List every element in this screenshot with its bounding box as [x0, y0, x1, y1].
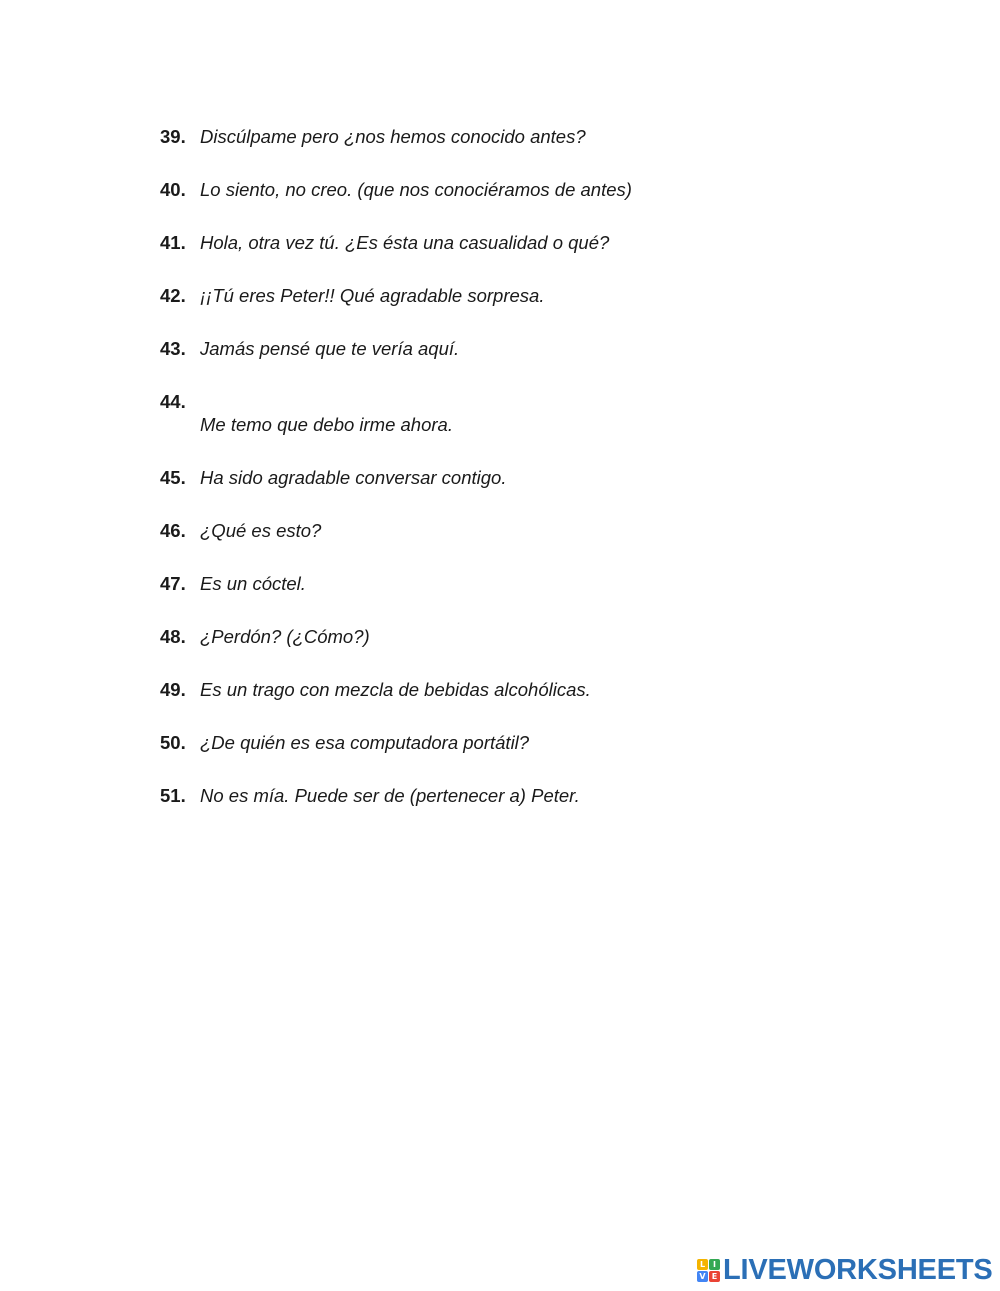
item-number: 45.: [160, 467, 186, 488]
list-item: [160, 467, 920, 489]
item-text: ¿Qué es esto?: [200, 520, 322, 541]
list-item: [160, 338, 920, 360]
logo-mark-tile: I: [709, 1259, 720, 1270]
item-number: 40.: [160, 179, 186, 200]
item-text: ¿De quién es esa computadora portátil?: [200, 732, 530, 753]
list-item: [160, 520, 920, 542]
list-item: [160, 732, 920, 754]
list-item: [160, 679, 920, 701]
item-text: Discúlpame pero ¿nos hemos conocido antes?: [200, 126, 586, 147]
item-text: Es un cóctel.: [200, 573, 306, 594]
list-item: [160, 285, 920, 307]
item-text: Ha sido agradable conversar contigo.: [200, 467, 507, 488]
item-number: 46.: [160, 520, 186, 541]
list-item: [160, 573, 920, 595]
item-number: 49.: [160, 679, 186, 700]
item-text: Jamás pensé que te vería aquí.: [200, 338, 460, 359]
item-text: Es un trago con mezcla de bebidas alcohólicas.: [200, 679, 591, 700]
logo-mark-tile: E: [709, 1271, 720, 1282]
exercise-list: [160, 126, 920, 838]
item-text: Lo siento, no creo. (que nos conociéramos de antes): [200, 179, 632, 200]
list-item: [160, 626, 920, 648]
item-number: 39.: [160, 126, 186, 147]
item-number: 44.: [160, 391, 186, 412]
list-item: [160, 232, 920, 254]
item-text: ¡¡Tú eres Peter!! Qué agradable sorpresa.: [200, 285, 545, 306]
item-text: Me temo que debo irme ahora.: [200, 414, 453, 435]
logo-mark-tile: V: [697, 1271, 708, 1282]
liveworksheets-logo: [697, 1254, 993, 1286]
item-text: Hola, otra vez tú. ¿Es ésta una casualidad o qué?: [200, 232, 610, 253]
item-number: 41.: [160, 232, 186, 253]
item-text: ¿Perdón? (¿Cómo?): [200, 626, 370, 647]
list-item: [160, 785, 920, 807]
logo-mark-tile: L: [697, 1259, 708, 1270]
item-number: 50.: [160, 732, 186, 753]
item-number: 42.: [160, 285, 186, 306]
logo-wordmark: LIVEWORKSHEETS: [723, 1254, 993, 1286]
list-item: [160, 126, 920, 148]
item-number: 47.: [160, 573, 186, 594]
item-text: No es mía. Puede ser de (pertenecer a) Peter.: [200, 785, 580, 806]
item-number: 43.: [160, 338, 186, 359]
list-item: [160, 179, 920, 201]
logo-mark-icon: [697, 1259, 720, 1282]
list-item: [160, 391, 920, 436]
item-number: 51.: [160, 785, 186, 806]
item-number: 48.: [160, 626, 186, 647]
